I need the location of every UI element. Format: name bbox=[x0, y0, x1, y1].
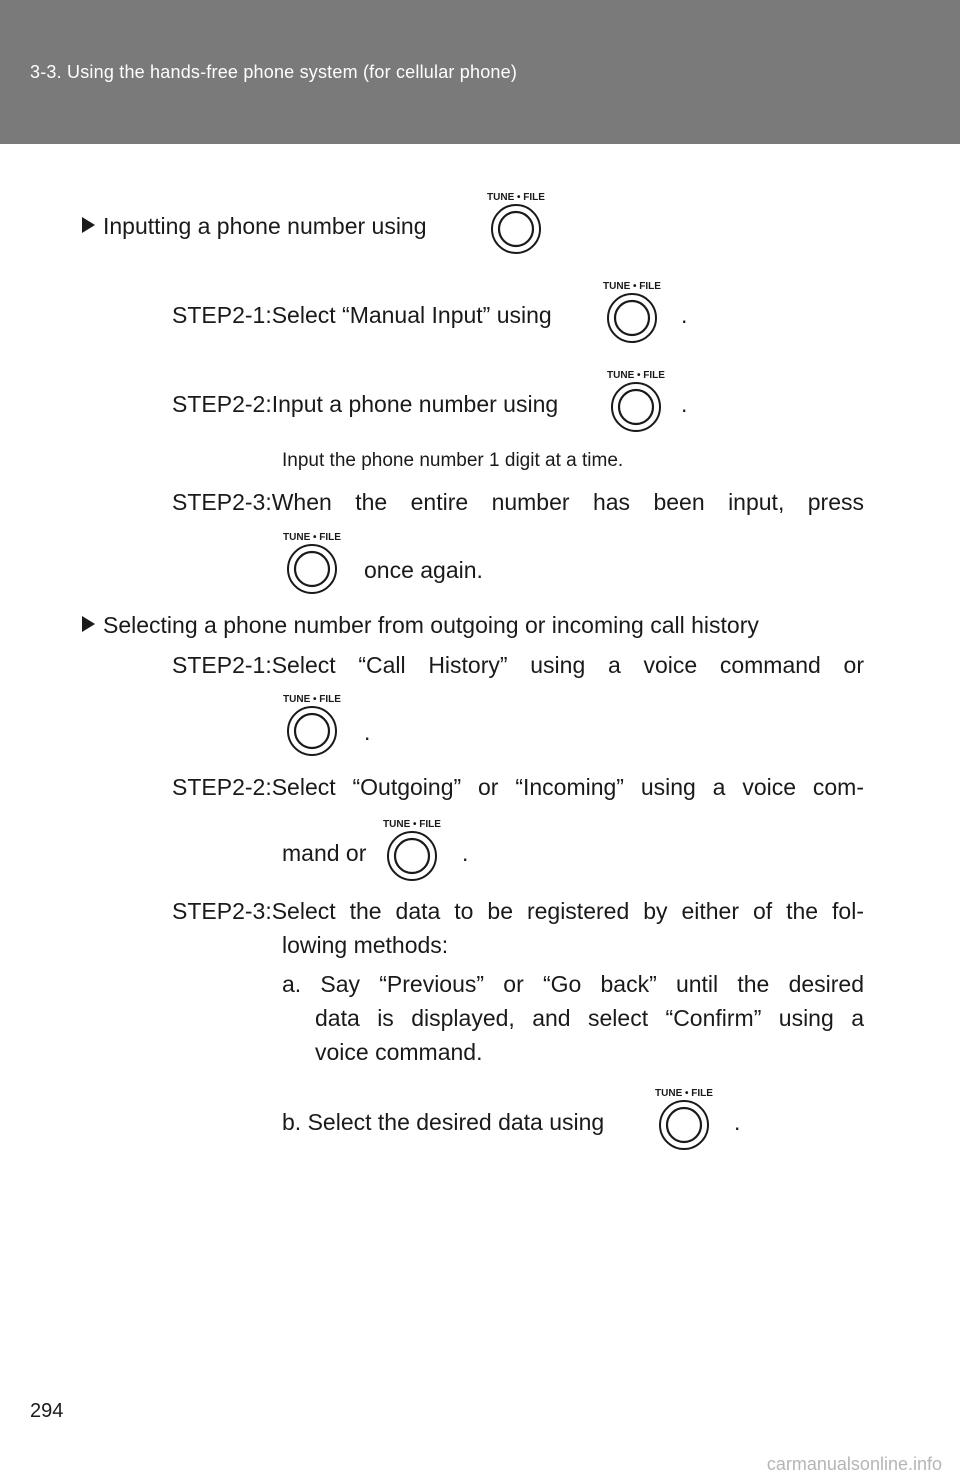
step-2-2-manual: STEP2-2:Input a phone number using bbox=[172, 391, 559, 417]
svg-text:TUNE • FILE: TUNE • FILE bbox=[607, 370, 665, 381]
period: . bbox=[462, 840, 469, 866]
svg-text:TUNE • FILE: TUNE • FILE bbox=[283, 694, 341, 705]
tune-file-knob-icon bbox=[606, 368, 666, 436]
svg-text:TUNE • FILE: TUNE • FILE bbox=[655, 1088, 713, 1099]
tune-file-knob-icon bbox=[282, 530, 342, 598]
svg-text:TUNE • FILE: TUNE • FILE bbox=[383, 819, 441, 830]
triangle-bullet-icon bbox=[82, 616, 95, 632]
period: . bbox=[734, 1109, 741, 1135]
tune-file-knob-icon bbox=[282, 692, 342, 760]
step-2-3-history: STEP2-3:Select the data to be registered by either of the fol- bbox=[172, 898, 864, 924]
section-title: 3-3. Using the hands-free phone system (for cellular phone) bbox=[30, 62, 518, 82]
method-a-line-1: a. Say “Previous” or “Go back” until the desired bbox=[282, 971, 864, 997]
watermark: carmanualsonline.info bbox=[766, 1454, 942, 1474]
page-number: 294 bbox=[30, 1400, 64, 1422]
step-2-1-history: STEP2-1:Select “Call History” using a voice command or bbox=[172, 652, 864, 678]
svg-text:TUNE • FILE: TUNE • FILE bbox=[283, 532, 341, 543]
tune-file-knob-icon bbox=[382, 817, 442, 885]
subsection-heading-manual-input: Inputting a phone number using bbox=[82, 212, 427, 240]
subsection-heading-call-history: Selecting a phone number from outgoing or incoming call history bbox=[82, 611, 759, 639]
period: . bbox=[681, 391, 688, 417]
step-2-3-manual: STEP2-3:When the entire number has been input, press bbox=[172, 489, 864, 515]
page-header bbox=[0, 0, 960, 144]
period: . bbox=[681, 302, 688, 328]
period: . bbox=[364, 719, 371, 745]
tune-file-knob-icon bbox=[602, 279, 662, 347]
triangle-bullet-icon bbox=[82, 217, 95, 233]
step-2-2-history: STEP2-2:Select “Outgoing” or “Incoming” using a voice com- bbox=[172, 774, 864, 800]
method-a-line-3: voice command. bbox=[315, 1039, 483, 1065]
step-2-3-continued: lowing methods: bbox=[282, 932, 449, 958]
step-2-2-continued: mand or bbox=[282, 840, 367, 866]
svg-text:TUNE • FILE: TUNE • FILE bbox=[487, 192, 545, 203]
tune-file-knob-icon bbox=[486, 190, 546, 258]
svg-text:TUNE • FILE: TUNE • FILE bbox=[603, 281, 661, 292]
step-2-1-manual: STEP2-1:Select “Manual Input” using bbox=[172, 302, 552, 328]
method-a-line-2: data is displayed, and select “Confirm” using a bbox=[315, 1005, 864, 1031]
note-text: Input the phone number 1 digit at a time. bbox=[282, 450, 624, 471]
tune-file-knob-icon bbox=[654, 1086, 714, 1154]
method-b: b. Select the desired data using bbox=[282, 1109, 605, 1135]
step-2-3-continued: once again. bbox=[364, 557, 483, 583]
